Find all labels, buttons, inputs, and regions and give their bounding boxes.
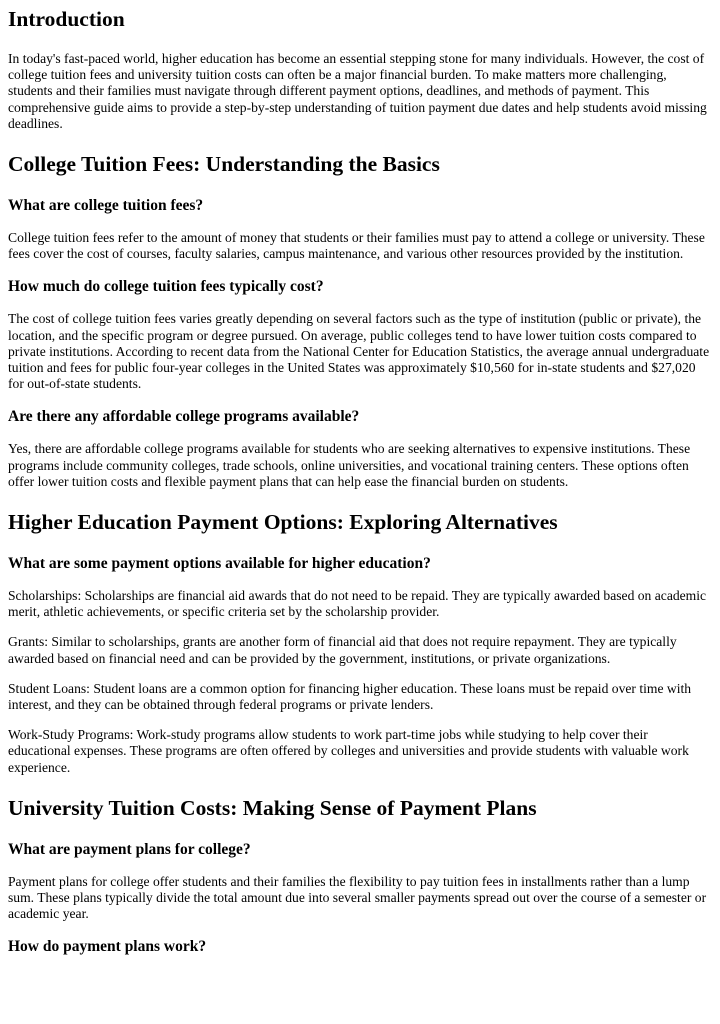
paragraph: The cost of college tuition fees varies greatly depending on several factors such as the type of institution (public or private), the location, and the specific program or degree pursued. On average, public colleges tend to have lower tuition costs compared to private institutions. According to recent data from the National Center for Education Statistics, the average annual undergraduate tuition and fees for public four-year colleges in the United States was approximately $10,560 for in-state students and $27,020 for out-of-state students. xyxy=(8,311,710,392)
subsection-heading: How much do college tuition fees typically cost? xyxy=(8,278,324,296)
section-payment-options xyxy=(8,509,712,776)
section-college-tuition-fees xyxy=(8,151,712,490)
section-introduction xyxy=(8,6,712,132)
paragraph-student-loans: Student Loans: Student loans are a common option for financing higher education. These loans must be repaid over time with interest, and they can be obtained through federal programs or private lenders. xyxy=(8,680,692,713)
section-heading: Higher Education Payment Options: Exploring Alternatives xyxy=(8,510,558,535)
paragraph-grants: Grants: Similar to scholarships, grants are another form of financial aid that does not require repayment. They are typically awarded based on financial need and can be provided by the government, institutions, or private organizations. xyxy=(8,634,677,666)
subsection-heading: How do payment plans work? xyxy=(8,938,207,956)
paragraph: College tuition fees refer to the amount of money that students or their families must pay to attend a college or university. These fees cover the cost of courses, faculty salaries, campus maintenance, and various other resources provided by the institution. xyxy=(8,230,705,262)
section-heading: University Tuition Costs: Making Sense of Payment Plans xyxy=(8,795,537,820)
section-heading: College Tuition Fees: Understanding the Basics xyxy=(8,152,440,177)
subsection-heading: Are there any affordable college programs available? xyxy=(8,408,360,426)
subsection-heading: What are some payment options available for higher education? xyxy=(8,555,431,573)
subsection-heading: What are payment plans for college? xyxy=(8,840,251,858)
paragraph: In today's fast-paced world, higher education has become an essential stepping stone for many individuals. However, the cost of college tuition fees and university tuition costs can often be a major financial burden. To make matters more challenging, students and their families must navigate through different payment options, deadlines, and methods of payment. This comprehensive guide aims to provide a step-by-step understanding of tuition payment due dates and help students avoid missing deadlines. xyxy=(8,51,707,131)
paragraph: Yes, there are affordable college programs available for students who are seeking alternatives to expensive institutions. These programs include community colleges, trade schools, online universities, and vocational training centers. These options often offer lower tuition costs and flexible payment plans that can help ease the financial burden on students. xyxy=(8,441,691,489)
subsection-heading: What are college tuition fees? xyxy=(8,197,204,215)
document xyxy=(0,6,720,957)
paragraph-work-study: Work-Study Programs: Work-study programs allow students to work part-time jobs while studying to help cover their educational expenses. These programs are often offered by colleges and universities and provide students with valuable work experience. xyxy=(8,727,689,775)
section-payment-plans xyxy=(8,795,712,958)
paragraph: Payment plans for college offer students and their families the flexibility to pay tuition fees in installments rather than a lump sum. These plans typically divide the total amount due into several smaller payments spread out over the course of a semester or academic year. xyxy=(8,873,707,922)
section-heading: Introduction xyxy=(8,7,125,31)
paragraph-scholarships: Scholarships: Scholarships are financial aid awards that do not need to be repaid. They are typically awarded based on academic merit, athletic achievements, or specific criteria set by the scholarship provider. xyxy=(8,588,707,620)
